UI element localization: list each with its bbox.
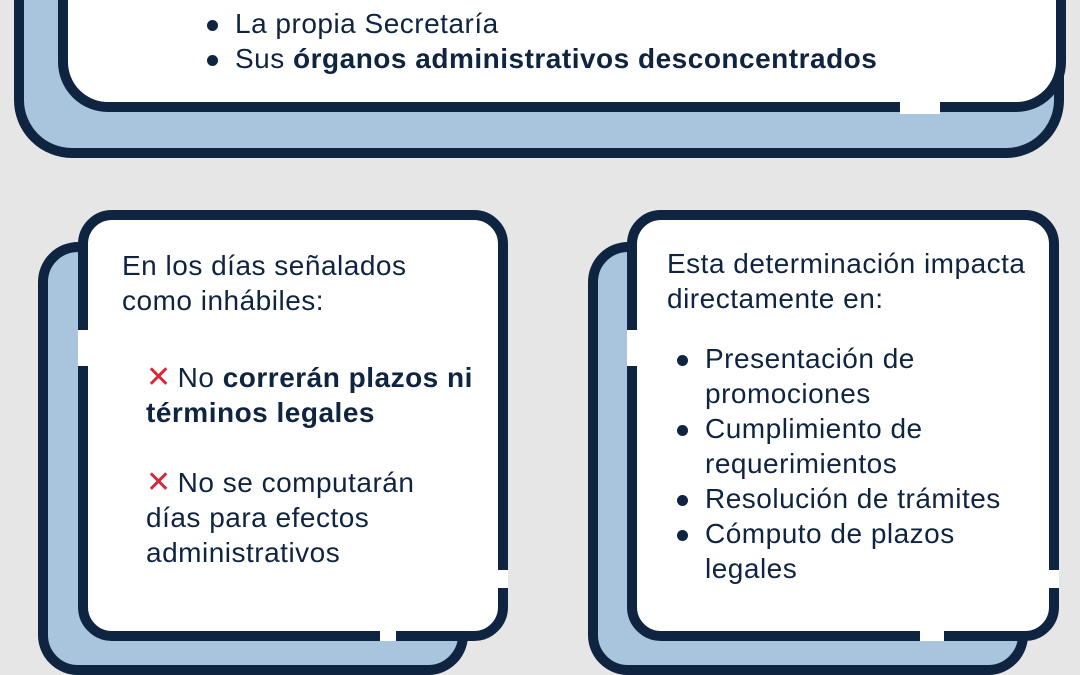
x-mark-icon: ✕	[146, 466, 172, 499]
list-item: Presentación de promociones	[675, 341, 1045, 411]
top-card-list	[205, 6, 1005, 76]
left-card-point-2: ✕ No se computarán días para efectos administrativos	[146, 466, 415, 568]
list-item: Cómputo de plazos legales	[675, 516, 1045, 586]
border-gap	[627, 330, 637, 366]
list-item: Cumplimiento de requerimientos	[675, 411, 1045, 481]
border-gap	[920, 631, 944, 641]
border-gap	[78, 330, 88, 366]
left-card-point-1: ✕ No correrán plazos ni términos legales	[146, 361, 473, 428]
right-card-list	[675, 341, 1045, 586]
list-item: La propia Secretaría	[205, 6, 1005, 41]
list-item: Sus órganos administrativos desconcentrados	[205, 41, 1005, 76]
border-gap	[900, 100, 940, 114]
x-mark-icon: ✕	[146, 361, 172, 394]
right-card-intro: Esta determinación impacta directamente en:	[667, 248, 1026, 314]
border-gap	[498, 570, 508, 588]
list-item: Resolución de trámites	[675, 481, 1045, 516]
border-gap	[380, 631, 396, 641]
left-card-intro: En los días señalados como inhábiles:	[122, 250, 407, 316]
border-gap	[1049, 570, 1059, 588]
